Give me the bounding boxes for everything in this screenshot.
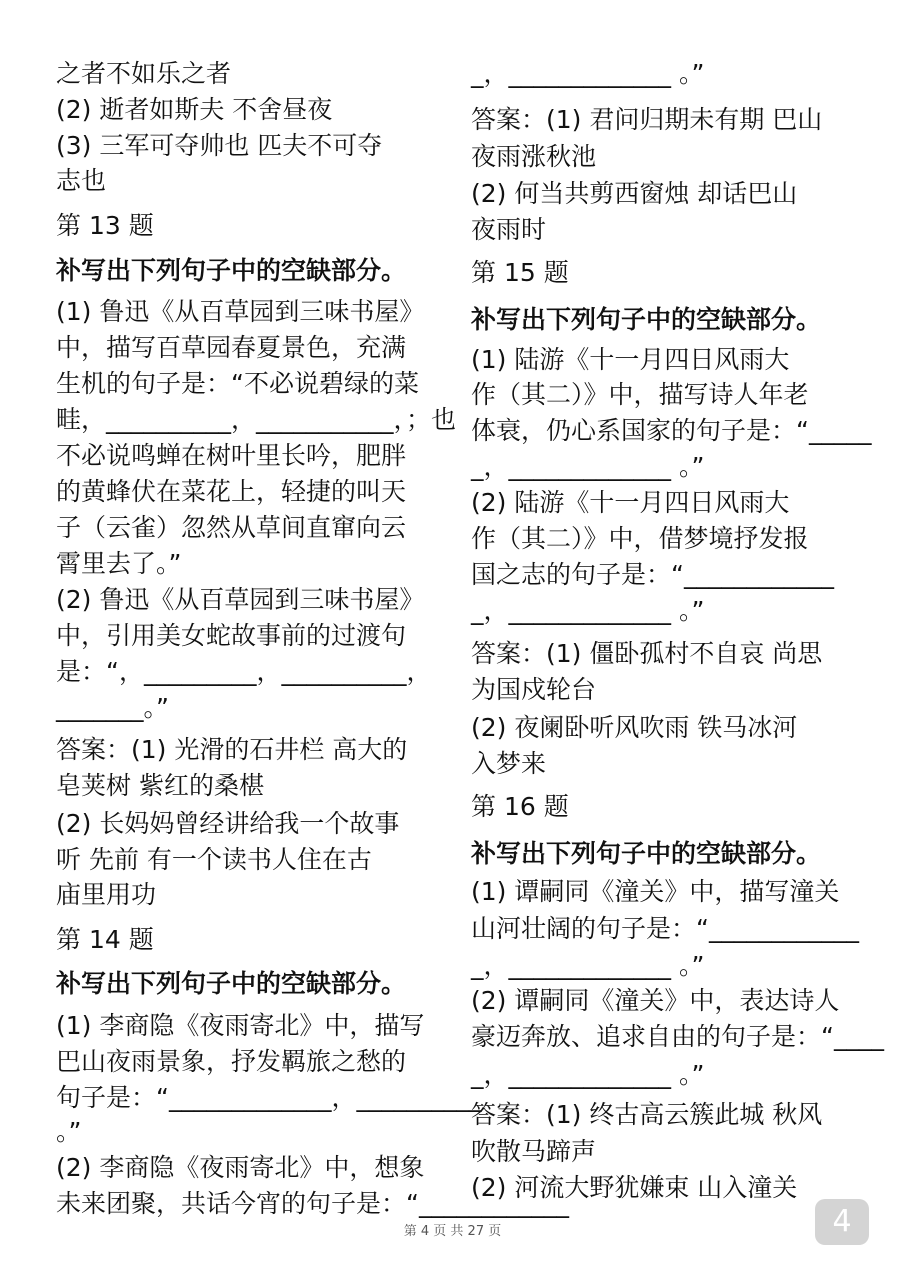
text-line: 作（其二）》中，借梦境抒发报: [471, 524, 809, 553]
text-line: (2) 逝者如斯夫 不舍昼夜: [56, 95, 333, 124]
instruction-text: 补写出下列句子中的空缺部分。: [471, 839, 822, 868]
question-heading: 第 14 题: [56, 925, 154, 954]
question-heading: 第 13 题: [56, 211, 154, 240]
text-line: 吹散马蹄声: [471, 1137, 597, 1166]
text-line: 夜雨时: [471, 215, 547, 244]
answer-line: 答案：(1) 僵卧孤村不自哀 尚思: [471, 639, 823, 668]
question-heading: 第 16 题: [471, 792, 569, 821]
text-line: 子（云雀）忽然从草间直窜向云: [56, 513, 407, 542]
text-line: (2) 何当共剪西窗烛 却话巴山: [471, 179, 798, 208]
text-line: 霄里去了。”: [56, 549, 182, 578]
text-line: 巴山夜雨景象，抒发羁旅之愁的: [56, 1047, 407, 1076]
text-line: 豪迈奔放、追求自由的句子是：“____: [471, 1022, 884, 1051]
text-line: 为国戍轮台: [471, 675, 597, 704]
text-line: (1) 李商隐《夜雨寄北》中，描写: [56, 1011, 425, 1040]
text-line: 山河壮阔的句子是：“____________: [471, 914, 859, 943]
text-line: 体衰，仍心系国家的句子是：“_____: [471, 416, 872, 445]
question-heading: 第 15 题: [471, 258, 569, 287]
text-line: 皂荚树 紫红的桑椹: [56, 771, 264, 800]
text-line: 庙里用功: [56, 880, 157, 909]
text-line: _，_____________ 。”: [471, 596, 705, 625]
text-line: 之者不如乐之者: [56, 59, 232, 88]
text-line: 志也: [56, 166, 107, 195]
text-line: 未来团聚，共话今宵的句子是：“____________: [56, 1189, 569, 1218]
text-line: (2) 李商隐《夜雨寄北》中，想象: [56, 1153, 425, 1182]
text-line: 句子是：“_____________，__________: [56, 1083, 482, 1112]
text-line: _，_____________ 。”: [471, 59, 705, 88]
text-line: 听 先前 有一个读书人住在古: [56, 845, 372, 874]
text-line: 生机的句子是：“不必说碧绿的菜: [56, 369, 419, 398]
text-line: (3) 三军可夺帅也 匹夫不可夺: [56, 131, 383, 160]
answer-line: 答案：(1) 君问归期未有期 巴山: [471, 105, 823, 134]
text-line: (2) 陆游《十一月四日风雨大: [471, 488, 790, 517]
text-line: 中，引用美女蛇故事前的过渡句: [56, 621, 407, 650]
text-line: (1) 陆游《十一月四日风雨大: [471, 345, 790, 374]
text-line: _，_____________ 。”: [471, 951, 705, 980]
text-line: (2) 鲁迅《从百草园到三味书屋》: [56, 585, 425, 614]
text-line: _，_____________ 。”: [471, 1060, 705, 1089]
text-line: 作（其二）》中，描写诗人年老: [471, 380, 809, 409]
text-line: 是：“，_________，__________，: [56, 657, 432, 686]
text-line: 中，描写百草园春夏景色，充满: [56, 333, 407, 362]
text-line: 夜雨涨秋池: [471, 142, 597, 171]
answer-line: 答案：(1) 光滑的石井栏 高大的: [56, 735, 408, 764]
text-line: 国之志的句子是：“____________: [471, 560, 834, 589]
page-number-badge: 4: [815, 1199, 869, 1245]
text-line: (1) 谭嗣同《潼关》中，描写潼关: [471, 877, 840, 906]
text-line: 畦，__________，___________，；也: [56, 405, 457, 434]
text-line: 不必说鸣蝉在树叶里长吟，肥胖: [56, 441, 407, 470]
text-line: (2) 谭嗣同《潼关》中，表达诗人: [471, 986, 840, 1015]
text-line: (2) 夜阑卧听风吹雨 铁马冰河: [471, 713, 798, 742]
instruction-text: 补写出下列句子中的空缺部分。: [56, 256, 407, 285]
text-line: _______。”: [56, 693, 169, 722]
text-line: (2) 河流大野犹嫌束 山入潼关: [471, 1173, 798, 1202]
text-line: _，_____________ 。”: [471, 452, 705, 481]
text-line: 入梦来: [471, 749, 547, 778]
answer-line: 答案：(1) 终古高云簇此城 秋风: [471, 1100, 823, 1129]
text-line: 的黄蜂伏在菜花上，轻捷的叫天: [56, 477, 407, 506]
instruction-text: 补写出下列句子中的空缺部分。: [471, 305, 822, 334]
instruction-text: 补写出下列句子中的空缺部分。: [56, 969, 407, 998]
page-footer: 第 4 页 共 27 页: [403, 1224, 502, 1239]
text-line: (2) 长妈妈曾经讲给我一个故事: [56, 809, 400, 838]
text-line: 。”: [56, 1117, 82, 1146]
text-line: (1) 鲁迅《从百草园到三味书屋》: [56, 297, 425, 326]
